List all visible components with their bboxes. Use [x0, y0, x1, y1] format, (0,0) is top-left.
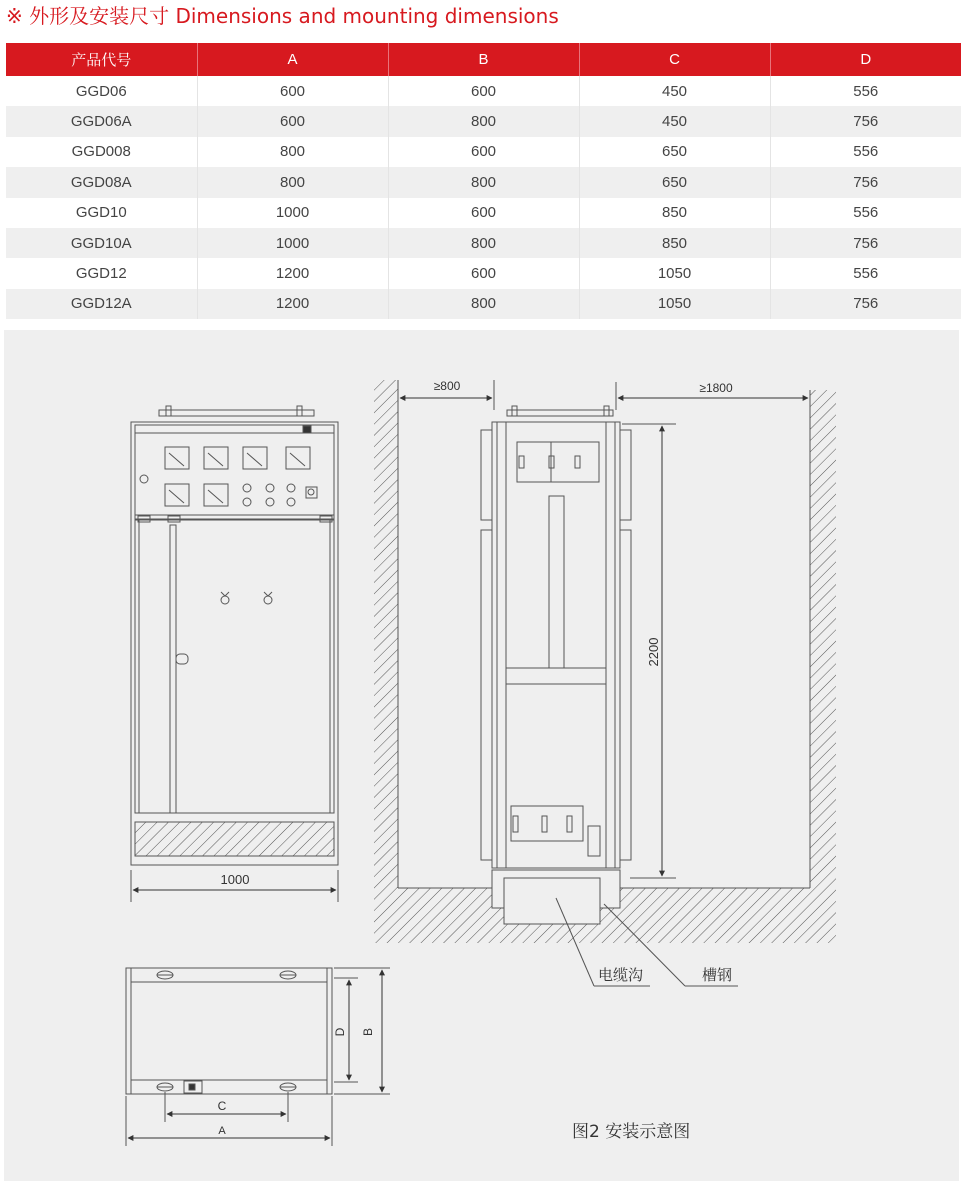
cell-b: 600 — [388, 198, 579, 228]
cell-d: 756 — [770, 167, 961, 197]
cell-b: 800 — [388, 106, 579, 136]
rear-clearance-label: ≥1800 — [699, 381, 733, 395]
base-dimensions — [126, 968, 390, 1146]
cell-d: 756 — [770, 106, 961, 136]
cell-b: 800 — [388, 167, 579, 197]
meter-icon — [165, 447, 310, 506]
header-product-code: 产品代号 — [6, 43, 197, 76]
cell-c: 450 — [579, 76, 770, 106]
cell-a: 800 — [197, 137, 388, 167]
rear-clearance-dimension — [616, 381, 808, 410]
cell-c: 1050 — [579, 289, 770, 319]
dimensions-table — [6, 43, 961, 319]
cell-code: GGD10A — [6, 228, 197, 258]
cell-d: 756 — [770, 289, 961, 319]
cell-c: 1050 — [579, 258, 770, 288]
cell-c: 650 — [579, 137, 770, 167]
cell-c: 850 — [579, 228, 770, 258]
cell-a: 1000 — [197, 198, 388, 228]
cell-d: 556 — [853, 204, 879, 222]
cell-a: 1200 — [197, 289, 388, 319]
cell-code: GGD008 — [6, 137, 197, 167]
front-clearance-label: ≥800 — [433, 379, 461, 393]
cell-code: GGD12A — [6, 289, 197, 319]
channel-steel-label: 槽钢 — [702, 966, 733, 984]
drawing-caption: 图2 安装示意图 — [572, 1122, 691, 1142]
table-row — [6, 258, 961, 288]
table-row — [6, 198, 961, 228]
header-b: B — [388, 43, 579, 76]
height-label: 2200 — [646, 637, 661, 667]
header-c: C — [579, 43, 770, 76]
cell-b: 600 — [388, 137, 579, 167]
cell-d: 556 — [853, 143, 879, 161]
table-header-row — [6, 43, 961, 76]
base-plan — [126, 968, 332, 1094]
section-title: ※ 外形及安装尺寸 Dimensions and mounting dimensions — [6, 4, 559, 28]
front-clearance-dimension — [398, 379, 494, 410]
base-c-label: C — [217, 1099, 227, 1113]
cell-a: 1000 — [197, 228, 388, 258]
cell-code: GGD12 — [6, 258, 197, 288]
cell-a: 600 — [197, 106, 388, 136]
base-d-label: D — [333, 1027, 347, 1037]
front-view-cabinet — [131, 406, 338, 865]
cell-c: 650 — [579, 167, 770, 197]
table-row — [6, 137, 961, 167]
side-view-cabinet — [481, 406, 631, 868]
cell-b: 800 — [388, 289, 579, 319]
cell-code: GGD10 — [6, 198, 197, 228]
drawing-svg — [4, 330, 959, 1181]
base-a-label: A — [218, 1125, 226, 1137]
cell-c: 450 — [579, 106, 770, 136]
cell-code: GGD06A — [6, 106, 197, 136]
left-wall — [374, 380, 398, 888]
front-width-dimension — [131, 870, 338, 902]
height-dimension — [622, 424, 676, 878]
table-row — [6, 106, 961, 136]
table-row — [6, 76, 961, 106]
cell-a: 800 — [197, 167, 388, 197]
indicator-icon — [221, 592, 272, 604]
table-row — [6, 228, 961, 258]
right-wall — [810, 390, 836, 888]
cell-d: 756 — [770, 228, 961, 258]
cell-b: 600 — [388, 76, 579, 106]
header-a: A — [197, 43, 388, 76]
cell-d: 556 — [853, 82, 879, 100]
cell-a: 1200 — [197, 258, 388, 288]
cell-b: 600 — [388, 258, 579, 288]
base-b-label: B — [361, 1027, 375, 1037]
front-width-label: 1000 — [220, 872, 250, 887]
table-row — [6, 167, 961, 197]
cell-a: 600 — [197, 76, 388, 106]
cable-trench-label: 电缆沟 — [598, 966, 644, 984]
cell-d: 556 — [853, 265, 879, 283]
cell-code: GGD06 — [6, 76, 197, 106]
installation-drawing — [4, 330, 959, 1181]
table-row — [6, 289, 961, 319]
header-d: D — [770, 43, 961, 76]
cell-code: GGD08A — [6, 167, 197, 197]
cell-c: 850 — [579, 198, 770, 228]
cell-b: 800 — [388, 228, 579, 258]
